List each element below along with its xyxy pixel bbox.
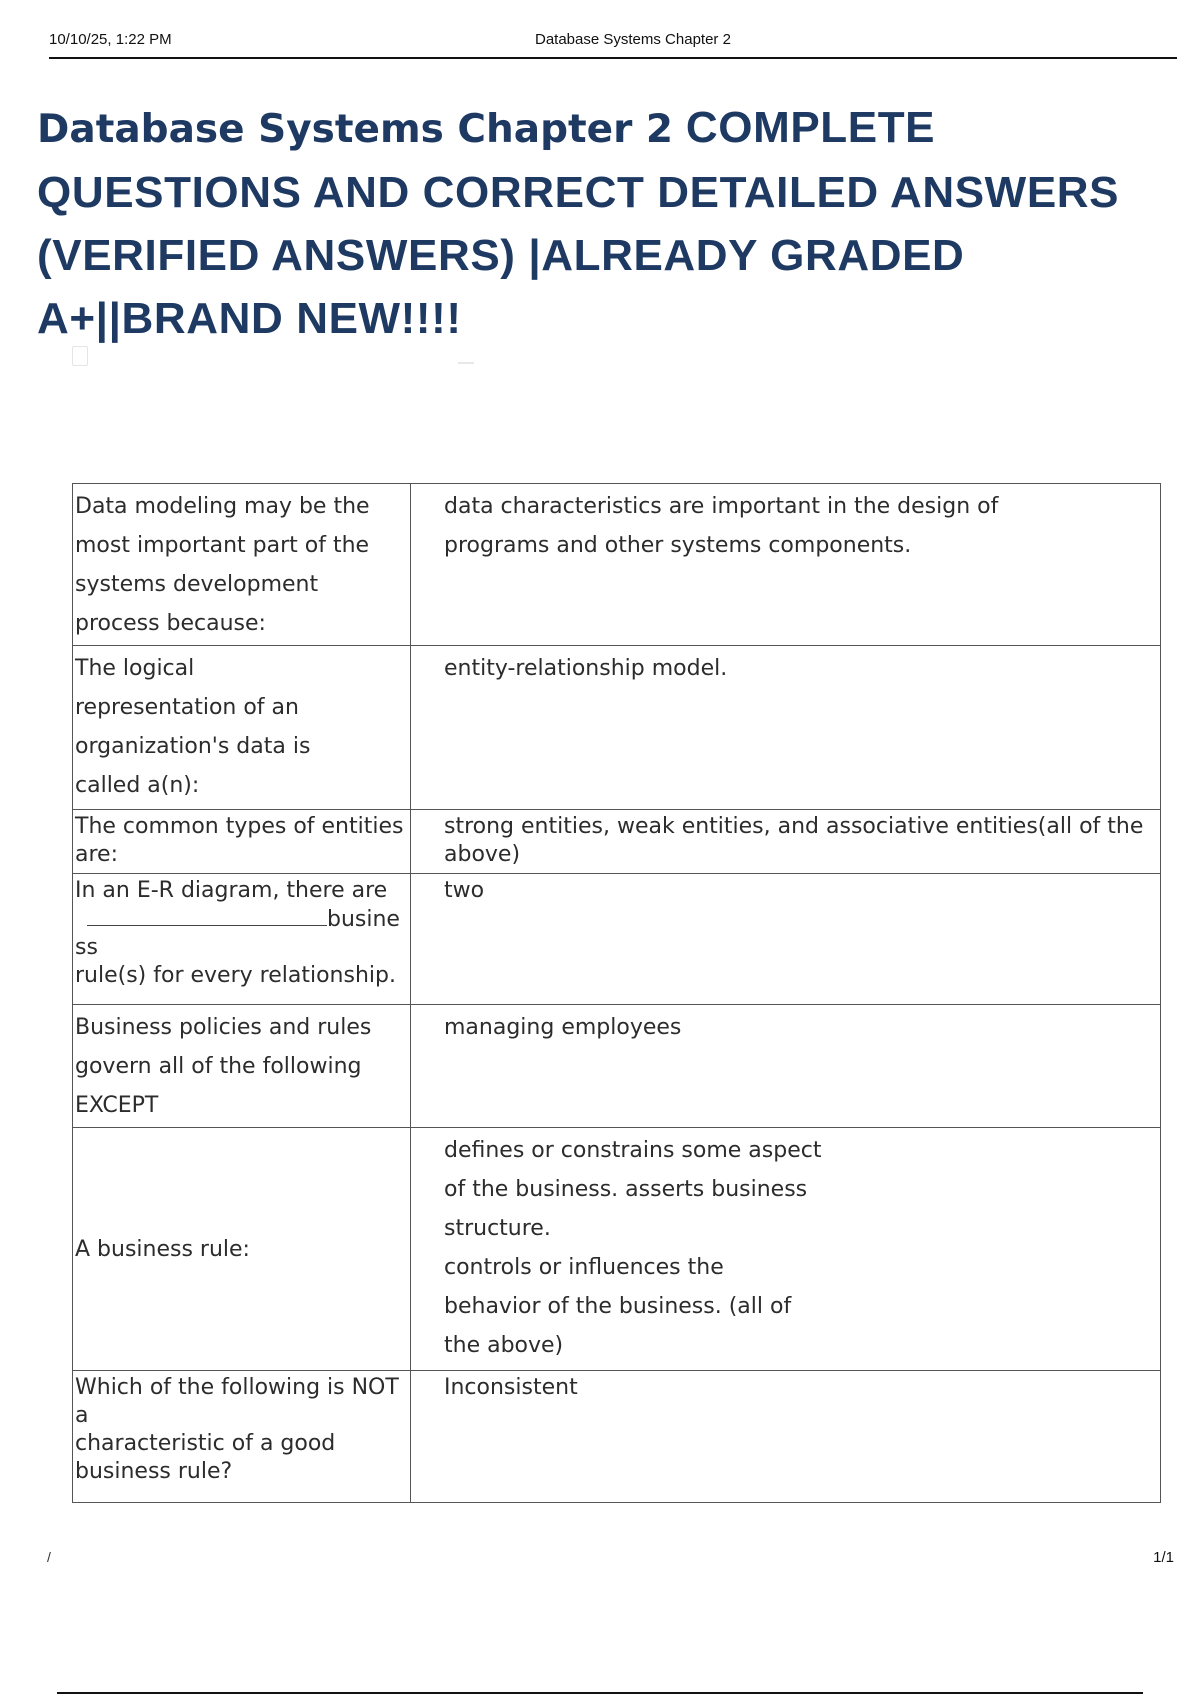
question-line: are:: [75, 842, 118, 867]
question-line: business rule?: [75, 1459, 233, 1484]
document-title-lead: Database Systems Chapter 2: [37, 107, 674, 152]
question-line: characteristic of a good: [75, 1431, 336, 1456]
answer-cell: [411, 1128, 1161, 1371]
answer-line: controls or influences the: [444, 1255, 724, 1280]
table-row: [73, 874, 1161, 1005]
question-line: The common types of entities: [75, 814, 404, 839]
answer-line: strong entities, weak entities, and associative entities(all of the: [444, 814, 1144, 839]
print-page-title: Database Systems Chapter 2: [535, 31, 731, 48]
answer-line: behavior of the business. (all of: [444, 1294, 792, 1319]
answer-line: data characteristics are important in the design of: [444, 494, 999, 519]
answer-line: above): [444, 842, 521, 867]
table-row: [73, 646, 1161, 810]
question-line: called a(n):: [75, 773, 200, 798]
question-line: The logical: [75, 656, 195, 681]
answer-line: structure.: [444, 1216, 551, 1241]
answer-line: defines or constrains some aspect: [444, 1138, 822, 1163]
document-title: [37, 96, 1177, 350]
question-line: In an E-R diagram, there are: [75, 878, 388, 903]
answer-cell: [411, 1371, 1161, 1503]
question-cell: [73, 810, 411, 874]
document-title-rest: COMPLETE QUESTIONS AND CORRECT DETAILED ANSWERS (VERIFIED ANSWERS) |ALREADY GRADED A+||BRAND NEW!!!!: [37, 103, 1120, 343]
answer-cell: [411, 1005, 1161, 1128]
question-line: a: [75, 1403, 89, 1428]
fill-in-blank: [87, 905, 327, 926]
answer-line: Inconsistent: [444, 1375, 578, 1400]
question-blank-line: [75, 905, 410, 934]
question-cell: [73, 1371, 411, 1503]
table-row: [73, 1128, 1161, 1371]
table-row: [73, 810, 1161, 874]
print-datetime: 10/10/25, 1:22 PM: [49, 31, 172, 48]
answer-line: two: [444, 878, 485, 903]
answer-line: of the business. asserts business: [444, 1177, 808, 1202]
answer-cell: [411, 810, 1161, 874]
question-line: govern all of the following: [75, 1054, 362, 1079]
question-line: ss: [75, 935, 98, 960]
question-cell: [73, 874, 411, 1005]
question-line: most important part of the: [75, 533, 370, 558]
answer-cell: [411, 484, 1161, 646]
answer-line: managing employees: [444, 1015, 682, 1040]
qa-table: [72, 483, 1161, 1503]
faint-scan-mark: [458, 362, 474, 364]
bottom-divider: [57, 1692, 1143, 1694]
question-cell: [73, 646, 411, 810]
table-row: [73, 1005, 1161, 1128]
question-line: process because:: [75, 611, 266, 636]
faint-scan-mark: [72, 346, 88, 366]
answer-line: the above): [444, 1333, 564, 1358]
question-cell: [73, 1128, 411, 1371]
question-line: organization's data is: [75, 734, 311, 759]
print-header: [49, 29, 1177, 59]
print-footer-url: /: [47, 1549, 51, 1565]
question-line: representation of an: [75, 695, 299, 720]
question-line: Data modeling may be the: [75, 494, 370, 519]
answer-line: programs and other systems components.: [444, 533, 912, 558]
question-line: rule(s) for every relationship.: [75, 963, 396, 988]
table-row: [73, 1371, 1161, 1503]
question-cell: [73, 484, 411, 646]
page-number: 1/1: [1153, 1549, 1174, 1566]
question-cell: [73, 1005, 411, 1128]
question-line: systems development: [75, 572, 319, 597]
table-row: [73, 484, 1161, 646]
answer-cell: [411, 874, 1161, 1005]
answer-line: entity-relationship model.: [444, 656, 728, 681]
question-line: EXCEPT: [75, 1093, 159, 1118]
question-fragment: busine: [327, 907, 400, 932]
question-line: A business rule:: [75, 1236, 250, 1262]
question-line: Which of the following is NOT: [75, 1375, 399, 1400]
answer-cell: [411, 646, 1161, 810]
question-line: Business policies and rules: [75, 1015, 372, 1040]
